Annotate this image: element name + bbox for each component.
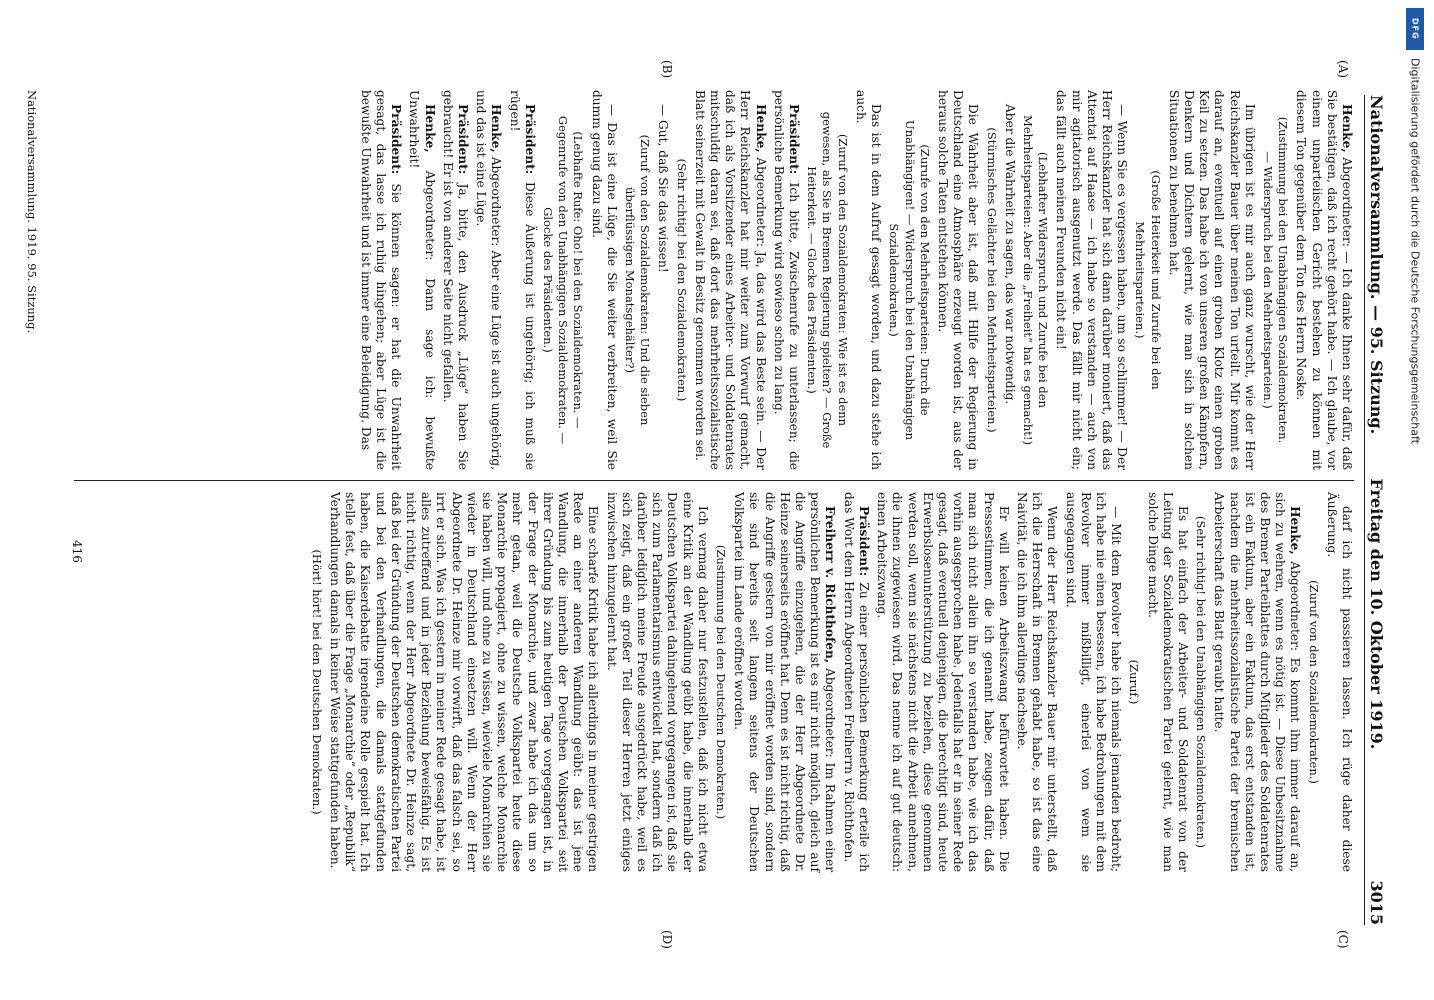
interjection-note: (Zustimmung bei den Deutschen Demokraten.)	[714, 544, 729, 820]
page-number: 3015	[1367, 880, 1387, 925]
body-paragraph: Im übrigen ist es mir auch ganz wurscht, wie der Herr Reichskanzler Bauer über meinen Ton urteilt. Mir kommt es darauf an, eventuell auf einen groben Klotz einen groben Keil zu setzen. Das habe ich von unseren großen Kämpfern, Denkern und Dichtern gelernt, wie man sich in solchen Situationen zu benehmen hat.	[1166, 90, 1257, 470]
watermark-text: Digitalisierung gefördert durch die Deutsche Forschungsgemeinschaft	[1408, 58, 1422, 444]
speaker-name: Präsident:	[456, 104, 471, 175]
body-paragraph: Er will keinen Arbeitszwang befürwortet haben. Die Pressestimmen, die ich genannt habe, zeugen dafür, daß man sich nicht allein ihn so verstanden habe, wie ich das vorhin ausgesprochen habe. Jedenfalls hat er in seiner Rede gesagt, daß eventuell denjenigen, die berechtigt sind, heute Erwerbslosenunterstützung zu beziehen, diese genommen werden soll, wenn sie nächstens nicht die Arbeit annehmen, die ihnen zugewiesen wird. Das nenne ich auf gut deutsch: einen Arbeitszwang.	[875, 492, 1011, 872]
interjection-note: (Stürmisches Gelächter bei den Mehrheitsparteien.)	[984, 127, 999, 433]
body-paragraph: Aber die Wahrheit zu sagen, das war notwendig.	[1002, 104, 1017, 405]
speaker-name: Präsident:	[856, 506, 871, 577]
interjection-note: (Zuruf.)	[1127, 659, 1142, 705]
speech-text: Diese Äußerung ist ungehörig; ich muß sie rügen!	[507, 90, 537, 470]
speech-paragraph	[406, 90, 436, 470]
body-paragraph: — Wenn Sie es vergessen haben, um so schlimmer! — Der Herr Reichskanzler hat sich dann darüber moniert, daß das Attentat auf Haase — ich habe so verstanden — auch von mir agitatorisch ausgenutzt werde. Das fällt mir nicht ein; das fällt auch meinen Freunden nicht ein!	[1054, 90, 1130, 470]
margin-marker-c: (C)	[1336, 930, 1350, 949]
digitization-watermark	[1400, 8, 1430, 998]
body-paragraph: darf ich nicht passieren lassen. Ich rüge daher diese Äußerung.	[1324, 492, 1354, 872]
speech-text: Dann sage ich: bewußte Unwahrheit!	[407, 90, 437, 470]
speaker-name: Henke,	[422, 104, 437, 153]
speech-text: Ich bitte, Zwischenrufe zu unterlassen; die persönliche Bemerkung wird sowieso schon zu lang.	[771, 90, 802, 470]
column-divider	[74, 480, 1354, 481]
speech-paragraph	[1211, 492, 1302, 872]
speech-text: — Ich danke Ihnen sehr dafür, daß Sie bestätigen, daß ich recht gehört habe. — Ich glaube, vor einem unparteiischen Gericht bestehen zu können mit diesem Ton gegenüber dem Ton des Herrn Noske.	[1294, 90, 1354, 471]
dfg-logo-icon: DFG	[1406, 8, 1424, 50]
interjection-note: (Zurufe von den Mehrheitsparteien: Durch die Unabhängigen! — Widerspruch bei den Unabhängigen Sozialdemokraten.)	[887, 120, 932, 440]
margin-marker-b: (B)	[660, 60, 674, 79]
speech-paragraph	[692, 90, 768, 470]
speech-text: Ja, bitte, den Ausdruck „Lüge“ haben Sie gebraucht! Er ist von anderer Seite nicht gefallen.	[440, 90, 471, 470]
body-paragraph: Wenn der Herr Reichskanzler Bauer mir unterstellt, daß ich die Herrschaft in Bremen gehabt habe, so ist das eine Naivität, die ich ihm allerdings nachsehe.	[1014, 492, 1060, 872]
speaker-name: Freiherr v. Richthofen,	[823, 506, 838, 664]
speech-paragraph	[440, 90, 470, 470]
interjection-note: (Zustimmung bei den Unabhängigen Sozialdemokraten. — Widerspruch bei den Mehrheitsparteien.)	[1260, 116, 1291, 444]
margin-marker-d: (D)	[660, 930, 674, 949]
speaker-name: Präsident:	[389, 104, 404, 175]
body-paragraph: Das ist in dem Aufruf gesagt worden, und dazu stehe ich auch.	[853, 90, 884, 470]
speech-paragraph	[731, 492, 837, 872]
speech-paragraph	[506, 90, 536, 470]
body-paragraph: Es hat einfach der Arbeiter- und Soldatenrat von der Leitung der Sozialdemokratischen Partei gelernt, wie man solche Dinge macht.	[1145, 492, 1190, 872]
body-paragraph: Ich vermag daher nur festzustellen, daß ich nicht etwa eine Kritik an der Wandlung geübt habe, die innerhalb der Deutschen Volkspartei dahingehend vorgegangen ist, daß sie sich zum Parlamentarismus entwickelt hat, sondern daß ich darüber lediglich meine Freude ausgedrückt habe, weil es sich zeigt, daß ein großer Teil dieser Herren jetzt einiges inzwischen hinzugelernt hat.	[604, 492, 710, 872]
speaker-name: Präsident:	[787, 104, 802, 175]
interjection-note: (Lebhafter Widerspruch und Zurufe bei den Mehrheitsparteien: Aber die „Freiheit“ hat es gemacht!)	[1020, 115, 1051, 445]
speech-paragraph	[771, 90, 801, 470]
speech-text: Ja, das wird das Beste sein. — Der Herr Reichskanzler hat mir weiter zum Vorwurf gemacht, daß ich als Vorsitzender eines Arbeiter- und Soldatenrates mitschuldig daran sei, daß dort das mehrheitssozialistische Blatt seinerzeit mit Gewalt in Besitz genommen worden sei.	[692, 90, 768, 471]
speaker-role: Abgeordneter:	[422, 170, 437, 261]
speech-text: Im Rahmen einer persönlichen Bemerkung ist es mir nicht möglich, gleich auf die Angriffe einzugehen, die der Herr Abgeordnete Dr. Heinze seinerseits eröffnet hat. Denn es ist nicht richtig, daß die Angriffe gestern von mir eröffnet worden sind, sondern sie sind bereits seit langem seitens der Deutschen Volkspartei im Lande eröffnet worden.	[732, 492, 838, 873]
body-paragraph: — Mit dem Revolver habe ich niemals jemanden bedroht; ich habe nie einen besessen, ich habe Bedrohungen mit dem Revolver immer mißbilligt, einerlei von wem sie ausgegangen sind.	[1063, 492, 1124, 872]
speaker-role: Abgeordneter:	[823, 668, 838, 758]
interjection-note: (Hört! hört! bei den Deutschen Demokraten.)	[309, 549, 324, 815]
speech-paragraph	[358, 90, 404, 470]
speaker-role: Abgeordneter:	[489, 156, 504, 247]
interjection-note: (Lebhafte Rufe: Oho! bei den Sozialdemokraten. — Gegenrufe von den Unabhängigen Sozialdemokraten. — Glocke des Präsidenten.)	[541, 115, 586, 445]
left-text-column	[355, 90, 1354, 470]
margin-marker-a: (A)	[1336, 60, 1350, 79]
speech-text: Aber eine Lüge ist auch ungehörig, und das ist eine Lüge.	[474, 90, 504, 471]
body-paragraph: Die Wahrheit aber ist, daß mit Hilfe der Regierung in Deutschland eine Atmosphäre erzeugt worden ist, aus der heraus solche Taten entstehen können.	[935, 90, 981, 470]
speech-paragraph	[1293, 90, 1354, 470]
page-footer: Nationalversammlung. 1919. 95. Sitzung.	[25, 90, 39, 334]
speaker-name: Henke,	[753, 104, 768, 153]
speech-paragraph	[841, 492, 871, 872]
header-left-title: Nationalversammlung. — 95. Sitzung.	[1367, 95, 1387, 435]
right-text-column	[306, 492, 1354, 872]
interjection-note: (Sehr richtig! bei den Unabhängigen Sozialdemokraten.)	[1194, 515, 1209, 849]
speech-text: Sie können sagen: er hat die Unwahrheit gesagt, das lasse ich ruhig hingehen; aber Lüge ist die bewußte Unwahrheit und ist immer eine Beleidigung. Das	[358, 90, 404, 471]
interjection-note: (Große Heiterkeit und Zurufe bei den Mehrheitsparteien.)	[1133, 170, 1163, 390]
speaker-name: Henke,	[489, 104, 504, 153]
speaker-name: Präsident:	[522, 104, 537, 175]
header-right-title	[1368, 479, 1387, 926]
body-paragraph: — Das ist eine Lüge, die Sie weiter verbreiten, weil Sie dumm genug dazu sind.	[589, 90, 619, 470]
speech-text: Es kommt ihm immer darauf an, sich zu wehren, wenn es nötig ist. — Diese Unbesitznahme des Bremer Parteiblattes durch Mitglieder des Soldatenrates ist ein Faktum, aber ein Faktum, das erst entstanden ist, nachdem die mehrheitssozialistische Partei der bremischen Arbeiterschaft das Blatt geraubt hatte.	[1212, 492, 1303, 873]
speaker-name: Henke,	[1340, 104, 1354, 153]
body-paragraph: Eine scharfe Kritik habe ich allerdings in meiner gestrigen Rede an einer anderen Wandlung geübt: das ist jene Wandlung, die innerhalb der Deutschen Volkspartei seit ihrer Gründung bis zum heutigen Tage vorgegangen ist, in der Frage der Monarchie, und zwar habe ich das um so mehr getan, weil die Deutsche Volkspartei heute diese Monarchie propagiert, ohne zu wissen, welche Monarchie sie haben will, und ohne zu wissen, wieviele Monarchien sie wieder in Deutschland einsetzen will. Wenn der Herr Abgeordnete Dr. Heinze mir vorwirft, daß das falsch sei, so irrt er sich. Was ich gestern in meiner Rede gesagt habe, ist alles zutreffend und in jeder Beziehung beweisfähig. Es ist nicht richtig, wenn der Herr Abgeordnete Dr. Heinze sagt, daß bei der Gründung der Deutschen demokratischen Partei und bei den Verhandlungen, die damals stattgefunden haben, die Kaiserdebatte irgendeine Rolle gespielt hat. Ich stelle fest, daß über die Frage „Monarchie“ oder „Republik“ Verhandlungen damals in keiner Weise stattgefunden haben.	[328, 492, 601, 872]
interjection-note: (Sehr richtig! bei den Sozialdemokraten.)	[674, 158, 689, 402]
speech-paragraph	[473, 90, 503, 470]
page-header	[1364, 95, 1389, 925]
speaker-role: Abgeordneter:	[1340, 157, 1354, 247]
speaker-name: Henke,	[1288, 506, 1303, 555]
interjection-note: (Zuruf von den Sozialdemokraten: Und die sieben überflüssigen Monatsgehälter?)	[623, 134, 653, 426]
speaker-role: Abgeordneter:	[1288, 561, 1303, 651]
body-paragraph: — Gut, daß Sie das wissen!	[656, 104, 671, 273]
sheet-number: 416	[70, 540, 84, 563]
speech-text: Zu einer persönlichen Bemerkung erteile ich das Wort dem Herrn Abgeordneten Freiherrn v. Richthofen.	[841, 492, 871, 873]
interjection-note: (Zuruf von den Sozialdemokraten: Wie ist es denn gewesen, als Sie in Bremen Regierung spielten? — Große Heiterkeit. — Glocke des Präsidenten.)	[805, 111, 850, 449]
interjection-note: (Zuruf von den Sozialdemokraten.)	[1306, 580, 1321, 784]
speaker-role: Abgeordneter:	[753, 157, 768, 247]
header-date: Freitag den 10. Oktober 1919.	[1367, 478, 1387, 750]
